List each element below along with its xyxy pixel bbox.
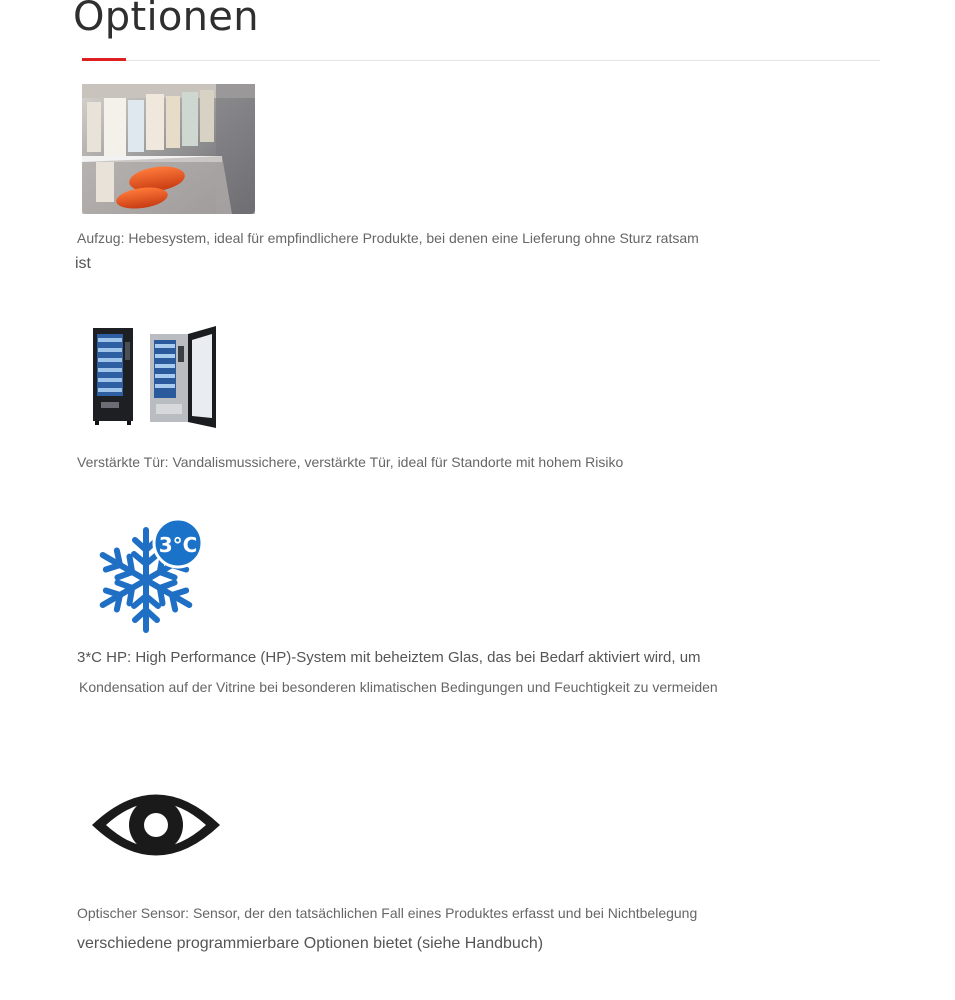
caption-line: 3*C HP: High Performance (HP)-System mit beheiztem Glas, das bei Bedarf aktiviert wird, um xyxy=(77,649,701,666)
option-caption xyxy=(77,903,867,954)
page-title: Optionen xyxy=(73,0,259,40)
option-caption xyxy=(77,452,817,472)
caption-line: verschiedene programmierbare Optionen bietet (siehe Handbuch) xyxy=(77,935,544,952)
option-caption xyxy=(77,648,867,697)
title-divider xyxy=(82,60,880,61)
caption-line: ist xyxy=(75,255,91,272)
eye-icon xyxy=(90,786,222,864)
option-caption xyxy=(77,228,857,274)
vending-machine-photo xyxy=(88,322,222,430)
caption-line: Aufzug: Hebesystem, ideal für empfindlichere Produkte, bei denen eine Lieferung ohne Sturz ratsam xyxy=(77,230,699,246)
snowflake-icon xyxy=(84,510,214,635)
title-accent-bar xyxy=(82,58,126,61)
elevator-shelf-photo xyxy=(82,84,255,214)
caption-line: Optischer Sensor: Sensor, der den tatsächlichen Fall eines Produktes erfasst und bei Nichtbelegung xyxy=(77,905,698,921)
caption-line: Kondensation auf der Vitrine bei besonderen klimatischen Bedingungen und Feuchtigkeit zu vermeiden xyxy=(79,679,718,695)
temperature-badge: 3°C xyxy=(158,533,198,557)
caption-line: Verstärkte Tür: Vandalismussichere, verstärkte Tür, ideal für Standorte mit hohem Risiko xyxy=(77,454,624,470)
